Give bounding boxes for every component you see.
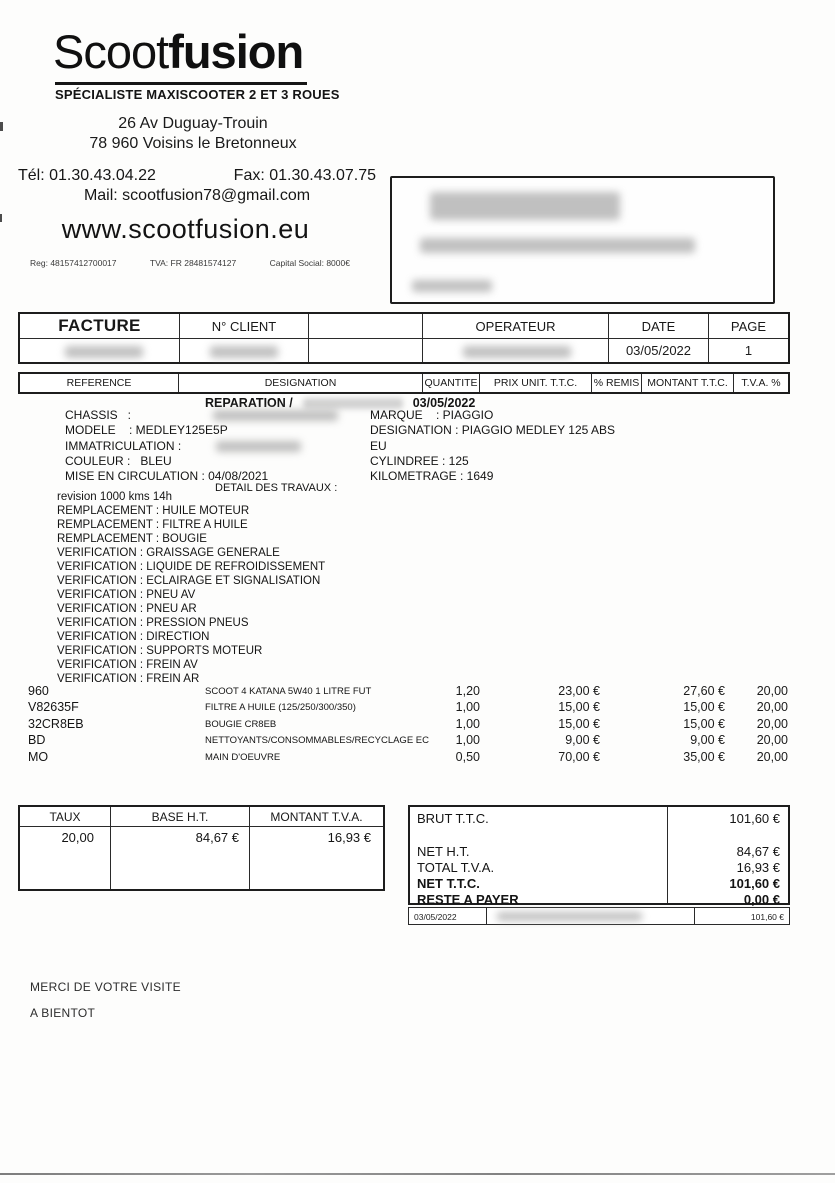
immatriculation-line: IMMATRICULATION : [65, 438, 182, 453]
taux-header: TAUX [20, 807, 111, 827]
items-column-header [18, 372, 790, 394]
total-tva-label: TOTAL T.V.A. [417, 860, 495, 875]
operator-header: OPERATEUR [423, 314, 609, 339]
vat-number: TVA: FR 28481574127 [149, 258, 237, 268]
item-row [18, 684, 790, 700]
reste-a-payer-row [410, 892, 788, 908]
net-ttc-label: NET T.T.C. [417, 876, 480, 891]
work-line: REMPLACEMENT : HUILE MOTEUR [57, 505, 250, 517]
col-reference: REFERENCE [20, 374, 179, 392]
total-tva-value: 16,93 € [736, 860, 780, 875]
taux-value: 20,00 [20, 827, 111, 889]
col-montant: MONTANT T.T.C. [642, 374, 734, 392]
item-quantity: 1,00 [455, 717, 480, 731]
works-list [57, 490, 325, 686]
item-reference: BD [28, 733, 46, 747]
work-line: VERIFICATION : PNEU AR [57, 603, 197, 615]
item-designation: MAIN D'OEUVRE [205, 752, 281, 763]
total-tva-row [410, 860, 788, 876]
footer-thanks: MERCI DE VOTRE VISITE [30, 980, 181, 994]
work-line: VERIFICATION : FREIN AV [57, 659, 198, 671]
logo-text-bold: fusion [168, 25, 304, 78]
item-unit-price: 9,00 € [565, 733, 600, 747]
capital-social: Capital Social: 8000€ [269, 258, 350, 268]
scan-bottom-edge [0, 1173, 835, 1175]
work-line: VERIFICATION : SUPPORTS MOTEUR [57, 645, 263, 657]
logo-underline [55, 82, 307, 85]
net-ttc-value: 101,60 € [729, 876, 780, 891]
item-unit-price: 23,00 € [558, 684, 600, 698]
logo-text-light: Scoot [53, 25, 169, 78]
operator-cell [423, 339, 609, 362]
redacted-payment-method [497, 912, 642, 921]
item-reference: 32CR8EB [28, 717, 84, 731]
footer-bientot: A BIENTOT [30, 1006, 96, 1020]
tax-summary-table [18, 805, 385, 891]
mise-en-circulation-line: MISE EN CIRCULATION : 04/08/2021 [65, 469, 269, 484]
detail-travaux-label: DETAIL DES TRAVAUX : [215, 482, 338, 494]
redacted-customer-name [430, 192, 620, 220]
work-line: VERIFICATION : ECLAIRAGE ET SIGNALISATION [57, 575, 321, 587]
item-vat-rate: 20,00 [756, 700, 788, 714]
legal-info-row [30, 258, 350, 268]
item-designation: FILTRE A HUILE (125/250/300/350) [205, 702, 356, 713]
brut-ttc-label: BRUT T.T.C. [417, 811, 489, 826]
montant-tva-value: 16,93 € [327, 830, 371, 845]
work-line: REMPLACEMENT : FILTRE A HUILE [57, 519, 248, 531]
client-number-header: N° CLIENT [180, 314, 309, 339]
customer-address-box [390, 176, 775, 304]
item-designation: BOUGIE CR8EB [205, 719, 277, 730]
item-row [18, 700, 790, 716]
base-ht-header: BASE H.T. [111, 807, 250, 827]
company-tagline: SPÉCIALISTE MAXISCOOTER 2 ET 3 ROUES [55, 87, 340, 102]
invoice-date-value: 03/05/2022 [609, 339, 709, 362]
date-header: DATE [609, 314, 709, 339]
item-row [18, 717, 790, 733]
payment-date: 03/05/2022 [414, 912, 457, 922]
company-address [28, 114, 358, 154]
facture-number-cell [20, 339, 180, 362]
designation-line2: EU [370, 438, 387, 453]
facture-header: FACTURE [20, 314, 180, 339]
item-row [18, 733, 790, 749]
item-unit-price: 15,00 € [558, 700, 600, 714]
brut-ttc-row [410, 811, 788, 827]
item-reference: V82635F [28, 700, 79, 714]
montant-tva-header: MONTANT T.V.A. [250, 807, 383, 827]
item-reference: 960 [28, 684, 49, 698]
work-line: VERIFICATION : PRESSION PNEUS [57, 617, 249, 629]
scan-artifact [0, 122, 3, 131]
email-address: Mail: scootfusion78@gmail.com [83, 187, 311, 204]
item-amount: 15,00 € [683, 717, 725, 731]
address-line2: 78 960 Voisins le Bretonneux [89, 135, 297, 152]
empty-cell [309, 339, 423, 362]
company-logo [53, 24, 303, 79]
cylindree-line: CYLINDREE : 125 [370, 453, 469, 468]
item-vat-rate: 20,00 [756, 717, 788, 731]
item-designation: SCOOT 4 KATANA 5W40 1 LITRE FUT [205, 686, 372, 697]
redacted-customer-city [412, 280, 492, 292]
phone-number: Tél: 01.30.43.04.22 [18, 167, 156, 184]
registration-number: Reg: 48157412700017 [30, 258, 117, 268]
redacted-immatriculation-value [216, 441, 301, 452]
item-vat-rate: 20,00 [756, 750, 788, 764]
repair-title-date: 03/05/2022 [412, 396, 476, 410]
work-line: VERIFICATION : DIRECTION [57, 631, 210, 643]
designation-line: DESIGNATION : PIAGGIO MEDLEY 125 ABS [370, 423, 615, 438]
invoice-header-table [18, 312, 790, 364]
work-line: REMPLACEMENT : BOUGIE [57, 533, 207, 545]
page-number-value: 1 [744, 343, 753, 358]
couleur-line: COULEUR : BLEU [65, 453, 172, 468]
redacted-client-number [210, 346, 278, 358]
redacted-invoice-number [65, 346, 143, 358]
contact-row [18, 167, 376, 185]
item-designation: NETTOYANTS/CONSOMMABLES/RECYCLAGE EC [205, 735, 429, 746]
fax-number: Fax: 01.30.43.07.75 [233, 167, 376, 184]
col-quantite: QUANTITE [423, 374, 480, 392]
brut-ttc-value: 101,60 € [729, 811, 780, 826]
item-amount: 27,60 € [683, 684, 725, 698]
item-vat-rate: 20,00 [756, 733, 788, 747]
totals-box [408, 805, 790, 905]
item-quantity: 1,20 [455, 684, 480, 698]
chassis-line: CHASSIS : [65, 408, 132, 422]
work-line: VERIFICATION : LIQUIDE DE REFROIDISSEMENT [57, 561, 326, 573]
redacted-customer-street [420, 238, 695, 253]
work-line: VERIFICATION : PNEU AV [57, 589, 196, 601]
item-amount: 35,00 € [683, 750, 725, 764]
item-vat-rate: 20,00 [756, 684, 788, 698]
address-line1: 26 Av Duguay-Trouin [118, 115, 268, 132]
redacted-repair-ref [303, 398, 403, 409]
item-unit-price: 15,00 € [558, 717, 600, 731]
repair-title-prefix: REPARATION / [205, 396, 293, 410]
net-ht-value: 84,67 € [736, 844, 780, 859]
item-unit-price: 70,00 € [558, 750, 600, 764]
work-line: VERIFICATION : GRAISSAGE GENERALE [57, 547, 280, 559]
payment-amount: 101,60 € [750, 912, 784, 922]
redacted-operator [463, 346, 571, 358]
item-reference: MO [28, 750, 49, 764]
item-row [18, 750, 790, 766]
reste-a-payer-value: 0,00 € [743, 892, 780, 907]
kilometrage-line: KILOMETRAGE : 1649 [370, 469, 494, 484]
item-amount: 15,00 € [683, 700, 725, 714]
page-header: PAGE [709, 314, 788, 339]
item-quantity: 1,00 [455, 700, 480, 714]
work-line: VERIFICATION : FREIN AR [57, 673, 200, 685]
item-amount: 9,00 € [690, 733, 725, 747]
net-ht-label: NET H.T. [417, 844, 470, 859]
scan-artifact [0, 214, 2, 222]
col-designation: DESIGNATION [179, 374, 423, 392]
website-url: www.scootfusion.eu [61, 214, 310, 244]
base-ht-value: 84,67 € [111, 827, 250, 889]
col-prix-unit: PRIX UNIT. T.T.C. [480, 374, 592, 392]
net-ht-row [410, 844, 788, 860]
redacted-chassis-value [213, 410, 338, 421]
strip-divider [486, 908, 487, 924]
work-line: revision 1000 kms 14h [57, 491, 173, 503]
col-tva: T.V.A. % [741, 377, 781, 389]
item-quantity: 1,00 [455, 733, 480, 747]
item-quantity: 0,50 [455, 750, 480, 764]
vehicle-details-right [370, 408, 615, 484]
col-remis: % REMIS [592, 374, 642, 392]
reste-a-payer-label: RESTE A PAYER [417, 892, 519, 907]
marque-line: MARQUE : PIAGGIO [370, 408, 494, 422]
empty-header [309, 314, 423, 339]
net-ttc-row [410, 876, 788, 892]
modele-line: MODELE : MEDLEY125E5P [65, 423, 228, 438]
strip-divider [694, 908, 695, 924]
payment-strip [408, 907, 790, 925]
client-number-cell [180, 339, 309, 362]
